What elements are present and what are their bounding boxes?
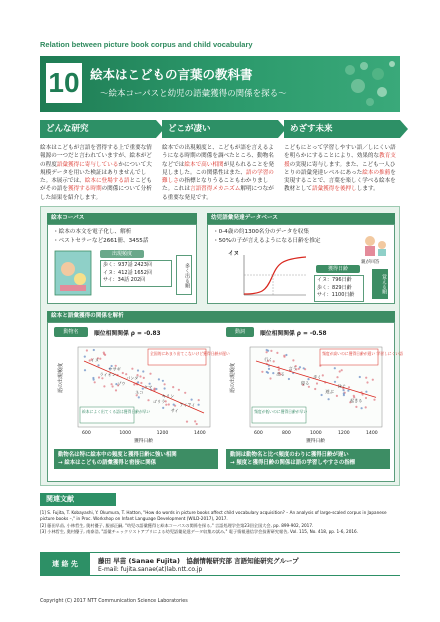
data-point <box>292 359 294 361</box>
data-point <box>103 385 105 387</box>
body-text: かについて大規模データを用いた検証はありませんでした。本展示では、 <box>40 161 152 185</box>
data-point <box>178 389 180 391</box>
x-tick-label: 1400 <box>194 431 206 436</box>
data-point <box>196 423 198 425</box>
parent-child-icon <box>360 233 390 259</box>
data-point <box>198 399 200 401</box>
contact-section <box>40 552 400 576</box>
x-axis-label: 獲得日齢 <box>134 439 154 444</box>
table-row: サイ：34話 202回 <box>103 277 146 283</box>
acquisition-age-tag: 獲得日齢 <box>316 265 360 273</box>
column-heading: めざす未来 <box>284 120 400 138</box>
data-point <box>147 399 149 401</box>
page-title: 絵本はこどもの言葉の教科書 <box>90 67 253 82</box>
data-point <box>164 383 166 385</box>
highlight-text: 教育支援 <box>284 153 396 168</box>
x-tick-label: 1200 <box>156 431 169 436</box>
x-tick-label: 1200 <box>338 431 350 436</box>
column-heading: どんな研究 <box>40 120 156 138</box>
data-point <box>359 376 361 378</box>
data-point <box>276 352 278 354</box>
corpus-bullet: ・絵本の本文を電子化し、解析 <box>53 229 132 235</box>
highlight-text: 語彙獲得を後押し <box>311 186 357 193</box>
note-top: 頻度が高いのに獲得日齢が遅い 学習しにくい語 <box>322 351 403 356</box>
data-point <box>285 354 287 356</box>
conclusion-animal: 動物名は特に絵本中の頻度と獲得日齢に強い相関 → 絵本はこどもの語彙獲得と密接に関係 <box>54 449 218 469</box>
data-point <box>168 403 170 405</box>
english-title: Relation between picture book corpus and child vocabulary <box>40 40 253 49</box>
note-bottom: 絵本によく出てくる語は獲得日齢が早い <box>82 409 151 414</box>
data-point <box>328 398 330 400</box>
data-point <box>111 383 113 385</box>
verb-scatter <box>226 341 403 445</box>
data-point <box>143 377 145 379</box>
data-point <box>84 369 86 371</box>
data-point <box>139 375 141 377</box>
data-point <box>308 386 310 388</box>
frequency-label: 出現頻度 <box>100 250 144 258</box>
data-point <box>365 406 367 408</box>
word-label: 泳ぐ <box>337 383 346 389</box>
data-point <box>184 392 186 394</box>
body-text: が見られることを発見しました。この関係性はまた、 <box>162 161 274 176</box>
word-label: サイ <box>170 408 179 414</box>
x-tick-label: 1400 <box>366 431 378 436</box>
page-subtitle: ～絵本コーパスと幼児の語彙獲得の関係を探る～ <box>100 89 287 99</box>
highlight-text: 語彙獲得に寄与している <box>56 161 119 168</box>
data-point <box>186 421 188 423</box>
x-tick-label: 600 <box>254 431 263 436</box>
body-text: とこどもがその語を <box>40 178 152 193</box>
data-point <box>164 387 166 389</box>
reference-item: [1] S. Fujita, T. Kobayashi, Y. Okumura, T. Hatton, "How do words in picture books affect child vocabulary acquisition? – An analysis of large-scaled corpus in Japanese picture books –," in Proc. Workshop on Infant Language Development (WILD-2017), 2017. <box>40 510 387 522</box>
data-point <box>272 372 274 374</box>
y-axis-label: 語の出現頻度 <box>58 362 64 393</box>
body-text: 絵本での出現頻度と、こどもが語を言えるようになる時期の関係を調べたところ、動物名などでは <box>162 145 274 168</box>
y-axis-label: 語の出現頻度 <box>230 362 236 393</box>
data-point <box>112 385 114 387</box>
data-point <box>99 358 101 360</box>
table-row: イヌ：412話 1652回 <box>103 269 152 276</box>
data-point <box>341 369 343 371</box>
x-axis-label: 獲得日齢 <box>306 439 326 444</box>
data-point <box>270 350 272 352</box>
animal-correlation: 順位相関関係 ρ = -0.83 <box>94 331 161 337</box>
data-point <box>149 373 151 375</box>
column-novelty <box>162 120 278 202</box>
body-text: の実現に寄与します。また、こども一人ひとりの語彙発達レベルにあった <box>284 161 396 176</box>
body-text: の関係について分析した結果を紹介します。 <box>40 186 152 201</box>
corpus-bullet: ・ベストセラーなど2661冊、3455話 <box>53 238 149 244</box>
word-label: イヌ <box>90 357 99 363</box>
copyright: Copyright (C) 2017 NTT Communication Science Laboratories <box>40 599 188 604</box>
column-body <box>40 144 156 202</box>
title-banner <box>40 56 400 112</box>
word-label: 言う <box>288 365 297 371</box>
word-label: 出る <box>276 371 285 377</box>
data-point <box>321 394 323 396</box>
data-point <box>316 382 318 384</box>
data-point <box>343 394 345 396</box>
word-label: パンダ <box>126 375 139 381</box>
data-point <box>140 382 142 384</box>
word-label: ゾウ <box>117 380 126 386</box>
data-point <box>86 349 88 351</box>
relation-heading: 絵本と語彙獲得の関係を解析 <box>47 311 395 322</box>
contact-label: 連 絡 先 <box>40 553 90 575</box>
word-label: キリン <box>161 393 175 399</box>
verb-correlation: 順位相関関係 ρ = -0.58 <box>260 331 327 337</box>
data-point <box>97 364 99 366</box>
exhibit-number: 10 <box>46 63 82 103</box>
word-label: 起きる <box>349 397 363 403</box>
data-point <box>334 381 336 383</box>
corpus-heading: 絵本コーパス <box>47 213 197 224</box>
data-point <box>366 381 368 383</box>
data-point <box>133 383 135 385</box>
data-point <box>268 368 270 370</box>
reference-item: [2] 藤田早苗, 小林哲生, 奥村優子, 服部正嗣, "幼児の語彙獲得と絵本コーパスの関係を探る," 言語処理学会第23回全国大会, pp. 899-902, 2017. <box>40 522 314 528</box>
data-point <box>283 356 285 358</box>
word-label: ゴリラ <box>152 399 166 405</box>
data-point <box>347 390 349 392</box>
contact-name: 藤田 早苗 (Sanae Fujita) 協創情報研究部 言語知能研究グループ <box>98 557 299 565</box>
references-heading: 関連文献 <box>40 493 116 506</box>
data-point <box>162 407 164 409</box>
vocab-db-box <box>207 224 395 304</box>
data-point <box>101 377 103 379</box>
vocab-db-heading: 幼児語彙発達データベース <box>207 213 395 224</box>
word-label: ライオン <box>99 371 116 377</box>
references-list <box>40 510 400 535</box>
data-point <box>173 404 175 406</box>
column-body <box>284 144 400 194</box>
data-point <box>94 381 96 383</box>
chart-word: イヌ <box>228 251 240 257</box>
research-diagram <box>40 206 403 486</box>
table-row: 歩く：937話 2423回 <box>103 262 152 268</box>
data-point <box>165 404 167 406</box>
data-point <box>365 377 367 379</box>
body-text: の指標となりうることもわかりました。これは <box>162 178 269 193</box>
word-label: 行く <box>264 357 273 363</box>
column-what <box>40 120 156 202</box>
word-label: クマ <box>143 384 153 390</box>
highlight-text: 言語習得メカニズム <box>189 186 241 193</box>
data-point <box>266 371 268 373</box>
word-label: 寝る <box>300 380 310 386</box>
data-point <box>137 381 139 383</box>
data-point <box>273 360 275 362</box>
highlight-text: 語の学習の難しさ <box>162 169 274 185</box>
acquisition-curve <box>240 251 310 301</box>
table-row: サイ：1100日齢 <box>317 292 355 298</box>
body-text: こどもにとって学習しやすい語／しにくい語を明らかにすることにより、効果的な <box>284 145 396 160</box>
data-point <box>131 368 133 370</box>
data-point <box>158 378 160 380</box>
data-point <box>194 420 196 422</box>
data-point <box>198 404 200 406</box>
body-text: 絵本はこどもが言語を習得する上で重要な情報源の一つだと言われていますが、絵本がどの程度 <box>40 145 152 168</box>
highlight-text: 獲得する時期 <box>67 186 102 193</box>
animal-tag: 動物名 <box>54 327 88 337</box>
word-label: 遊ぶ <box>325 389 334 395</box>
x-tick-label: 800 <box>282 431 291 436</box>
learning-order-label: 覚える順 <box>372 269 388 299</box>
body-text: を実現することで、言葉を楽しく学べる絵本を教材として <box>284 169 396 193</box>
data-point <box>361 407 363 409</box>
table-row: イヌ：796日齢 <box>317 277 352 283</box>
data-point <box>266 349 268 351</box>
data-point <box>355 406 357 408</box>
note-bottom: 頻度が低いのに獲得日齢が早い <box>254 409 308 414</box>
contact-email[interactable]: E-mail: fujita.sanae(at)lab.ntt.co.jp <box>98 566 203 573</box>
data-point <box>365 397 367 399</box>
verb-tag: 動詞 <box>226 327 254 337</box>
note-top: 全国的にあまり出てこないけど獲得日齢が遅い <box>150 351 230 356</box>
data-point <box>372 379 374 381</box>
data-point <box>261 371 263 373</box>
frequency-table <box>100 260 172 287</box>
body-text: します。 <box>356 186 379 193</box>
data-point <box>138 396 140 398</box>
picture-book-icon <box>54 249 94 299</box>
data-point <box>103 352 105 354</box>
order-label: 多く出る順 <box>176 255 192 295</box>
age-table <box>314 275 364 302</box>
data-point <box>191 399 193 401</box>
highlight-text: 絵本の推薦 <box>362 169 391 176</box>
data-point <box>299 366 301 368</box>
body-text: 解明につながる重要な発見です。 <box>162 186 274 201</box>
corpus-box <box>47 224 197 304</box>
animal-scatter <box>54 341 230 445</box>
data-point <box>84 356 86 358</box>
data-point <box>336 376 338 378</box>
data-point <box>137 369 139 371</box>
x-tick-label: 600 <box>82 431 91 436</box>
reference-item: [3] 小林哲生, 奥村優子, 南泰浩, "語彙チェックリストアプリによる幼児語彙発達データ収集の試み," 電子情報通信学会技術研究報告, Vol. 115, No. 418, pp. 1-6, 2016. <box>40 528 359 534</box>
data-point <box>314 388 316 390</box>
conclusion-verb: 動詞は動物名と比べ頻度のわりに獲得日齢が遅い → 頻度と獲得日齢の関係は語の学習しやすさの指標 <box>226 449 390 469</box>
data-point <box>172 386 174 388</box>
highlight-text: 絵本に登場する語 <box>84 178 130 185</box>
data-point <box>353 395 355 397</box>
data-point <box>93 349 95 351</box>
relation-box <box>47 322 403 482</box>
column-body <box>162 144 278 202</box>
data-point <box>339 370 341 372</box>
data-point <box>155 388 157 390</box>
data-point <box>365 391 367 393</box>
word-label: ウサギ <box>108 366 121 372</box>
data-point <box>122 372 124 374</box>
data-point <box>334 367 336 369</box>
data-point <box>288 378 290 380</box>
data-point <box>162 380 164 382</box>
vocab-bullet: ・0-4歳の約1300名分のデータを収集 <box>213 229 310 235</box>
dots-decoration-icon <box>330 56 400 112</box>
word-label: ネコ <box>135 390 144 395</box>
table-row: 歩く：829日齢 <box>317 284 352 291</box>
column-future <box>284 120 400 194</box>
data-point <box>93 379 95 381</box>
word-label: アイアイ <box>179 402 196 408</box>
data-point <box>142 370 144 372</box>
x-tick-label: 1000 <box>119 431 132 436</box>
parent-label: 親が回答 <box>361 260 380 265</box>
x-tick-label: 1000 <box>310 431 322 436</box>
vocab-bullet: ・50%の子が言えるようになる日齢を推定 <box>213 238 321 244</box>
data-point <box>322 374 324 376</box>
data-point <box>115 389 117 391</box>
data-point <box>278 369 280 371</box>
data-point <box>373 399 375 401</box>
word-label: 歩く <box>313 374 322 380</box>
data-point <box>336 395 338 397</box>
data-point <box>303 367 305 369</box>
data-point <box>269 377 271 379</box>
column-heading: どこが凄い <box>162 120 278 138</box>
highlight-text: 絵本で高い相関 <box>184 161 224 168</box>
data-point <box>348 386 350 388</box>
